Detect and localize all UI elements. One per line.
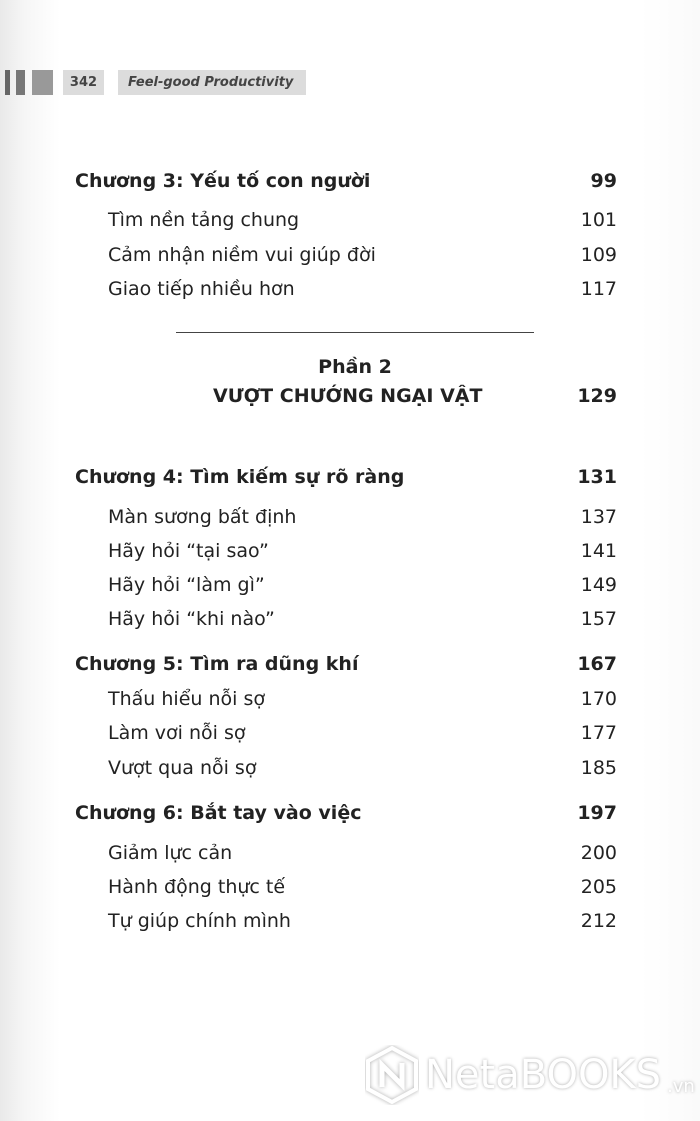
- toc-title: Hãy hỏi “làm gì”: [108, 574, 265, 596]
- toc-title: Màn sương bất định: [108, 506, 297, 528]
- divider: [176, 332, 534, 333]
- toc-page: 99: [590, 170, 617, 192]
- toc-title: Cảm nhận niềm vui giúp đời: [108, 244, 376, 266]
- toc-title: Chương 5: Tìm ra dũng khí: [75, 653, 359, 675]
- page-number: 342: [63, 70, 104, 95]
- toc-item[interactable]: [0, 205, 700, 235]
- toc-page: 185: [580, 757, 617, 779]
- toc-page: 109: [580, 244, 617, 266]
- toc-item[interactable]: [0, 274, 700, 304]
- toc-page: 137: [580, 506, 617, 528]
- toc-title: Thấu hiểu nỗi sợ: [108, 688, 265, 710]
- toc-title: Tìm nền tảng chung: [108, 209, 300, 231]
- toc-page: 170: [580, 688, 617, 710]
- toc-page: 177: [580, 722, 617, 744]
- toc-item[interactable]: [0, 536, 700, 566]
- toc-page: 117: [580, 278, 617, 300]
- toc-title: Tự giúp chính mình: [108, 910, 291, 932]
- toc-page: 200: [580, 842, 617, 864]
- watermark-logo: [365, 1045, 695, 1105]
- toc-item[interactable]: [0, 240, 700, 270]
- header-bar-3: [32, 70, 53, 95]
- watermark-brand: NetaBOOKS: [425, 1052, 662, 1098]
- toc-item[interactable]: [0, 502, 700, 532]
- toc-title: Vượt qua nỗi sợ: [108, 757, 257, 779]
- toc-page: 197: [577, 802, 617, 824]
- toc-page: 205: [580, 876, 617, 898]
- header-bar-1: [5, 70, 10, 95]
- toc-title: Giao tiếp nhiều hơn: [108, 278, 295, 300]
- toc-item[interactable]: [0, 872, 700, 902]
- part-label: Phần 2: [318, 356, 392, 378]
- toc-title: Làm vơi nỗi sợ: [108, 722, 246, 744]
- hexagon-n-icon: [365, 1045, 419, 1105]
- toc-page: 131: [577, 466, 617, 488]
- toc-chapter-6[interactable]: [0, 798, 700, 828]
- toc-item[interactable]: [0, 718, 700, 748]
- toc-title: Hãy hỏi “tại sao”: [108, 540, 269, 562]
- part-title[interactable]: VƯỢT CHƯỚNG NGẠI VẬT: [213, 385, 483, 407]
- toc-item[interactable]: [0, 838, 700, 868]
- watermark-suffix: .vn: [667, 1076, 695, 1097]
- running-title: Feel-good Productivity: [118, 70, 306, 95]
- toc-item[interactable]: [0, 753, 700, 783]
- toc-title: Giảm lực cản: [108, 842, 233, 864]
- toc-title: Chương 4: Tìm kiếm sự rõ ràng: [75, 466, 405, 488]
- toc-chapter-3[interactable]: [0, 166, 700, 196]
- header-bar-2: [16, 70, 25, 95]
- toc-chapter-4[interactable]: [0, 462, 700, 492]
- toc-title: Hành động thực tế: [108, 876, 286, 898]
- toc-item[interactable]: [0, 570, 700, 600]
- toc-title: Hãy hỏi “khi nào”: [108, 608, 275, 630]
- toc-page: 212: [580, 910, 617, 932]
- toc-item[interactable]: [0, 604, 700, 634]
- toc-title: Chương 3: Yếu tố con người: [75, 170, 371, 192]
- toc-chapter-5[interactable]: [0, 649, 700, 679]
- toc-item[interactable]: [0, 906, 700, 936]
- toc-page: 141: [580, 540, 617, 562]
- toc-title: Chương 6: Bắt tay vào việc: [75, 802, 362, 824]
- toc-page: 167: [577, 653, 617, 675]
- toc-page: 149: [580, 574, 617, 596]
- part-page: 129: [577, 385, 617, 407]
- toc-item[interactable]: [0, 684, 700, 714]
- toc-page: 101: [580, 209, 617, 231]
- toc-page: 157: [580, 608, 617, 630]
